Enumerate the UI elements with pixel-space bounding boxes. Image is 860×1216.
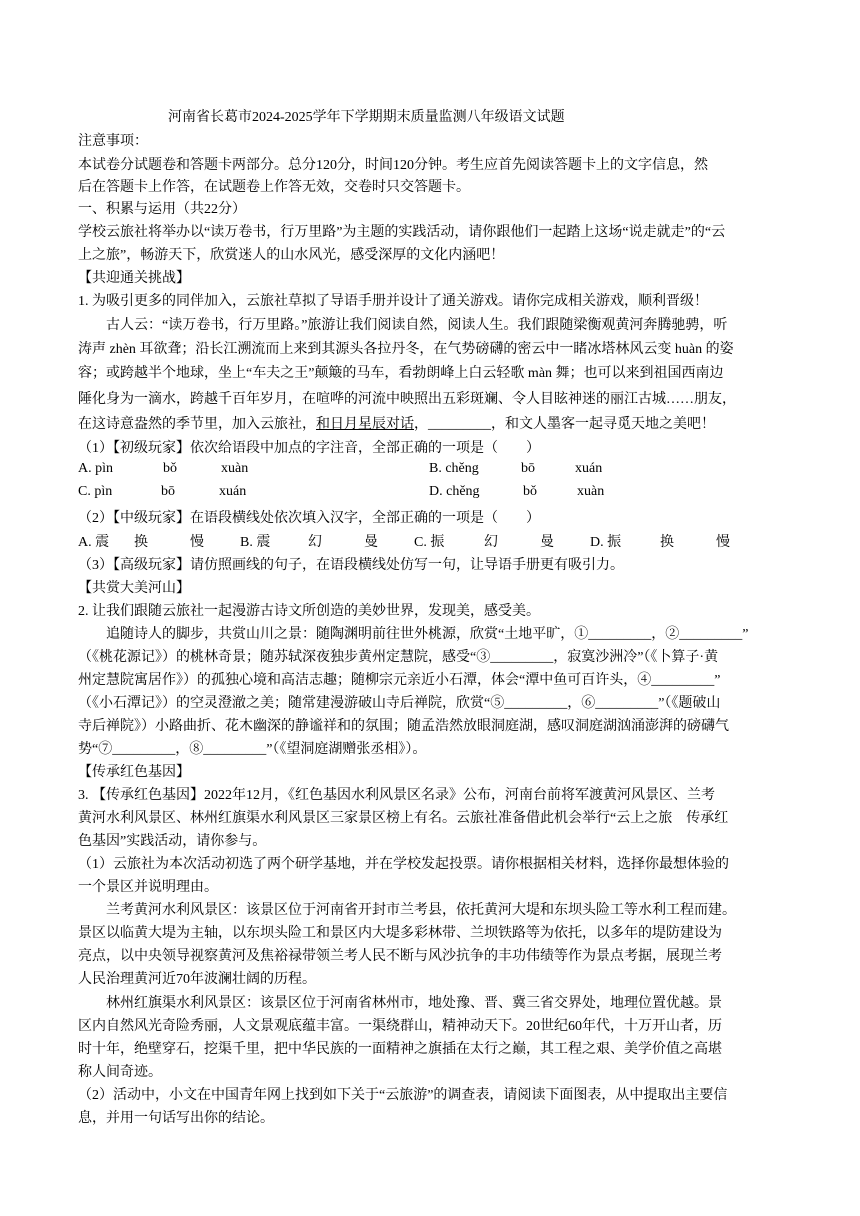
subsection-heading: 【共迎通关挑战】 <box>78 271 190 286</box>
option-d[interactable]: D. 振 <box>590 535 622 550</box>
question-1-2: （2）【中级玩家】在语段横线处依次填入汉字，全部正确的一项是（ ） <box>78 511 540 526</box>
passage-line: 涛声 zhèn 耳欲聋；沿长江溯流而上来到其源头各拉丹冬，在气势磅礴的密云中一睹冰塔林风云变 huàn 的姿 <box>78 342 734 357</box>
option-value: bō <box>161 484 175 499</box>
subsection-heading: 【共赏大美河山】 <box>78 581 190 596</box>
underlined-sentence: 和日月星辰对话 <box>316 417 414 432</box>
option-d[interactable]: D. chěng <box>429 484 480 499</box>
option-value: xuán <box>219 484 247 499</box>
passage-line: （《小石潭记》）的空灵澄澈之美；随常建漫游破山寺后禅院，欣赏“⑤_________，⑥_________”（《题破山 <box>78 696 721 711</box>
section-heading: 一、积累与运用（共22分） <box>78 202 246 217</box>
material-lankao: 兰考黄河水利风景区：该景区位于河南省开封市兰考县，依托黄河大堤和东坝头险工等水利工程而建。 <box>106 903 736 918</box>
option-value: 换 <box>660 535 674 550</box>
option-value: bǒ <box>163 461 177 476</box>
passage-line: 容；或跨越半个地球，坐上“车夫之王”颠簸的马车，看勃朗峰上白云轻歌 màn 舞；也可以来到祖国西南边 <box>78 366 724 381</box>
question-3-2: （2）活动中，小文在中国青年网上找到如下关于“云旅游”的调查表，请阅读下面图表，从中提取出主要信 <box>78 1088 728 1103</box>
question-3: 黄河水利风景区、林州红旗渠水利风景区三家景区榜上有名。云旅社准备借此机会举行“云上之旅 传承红 <box>78 811 729 826</box>
notice-line: 后在答题卡上作答，在试题卷上作答无效，交卷时只交答题卡。 <box>78 180 470 195</box>
option-value: xuàn <box>221 461 249 476</box>
option-b[interactable]: B. 震 <box>240 535 271 550</box>
material-linzhou: 称人间奇迹。 <box>78 1065 162 1080</box>
question-3: 3. 【传承红色基因】2022年12月，《红色基因水利风景区名录》公布，河南台前将军渡黄河风景区、兰考 <box>78 788 715 803</box>
passage-line <box>78 413 780 433</box>
option-c[interactable]: C. 振 <box>414 535 445 550</box>
option-value: 曼 <box>364 535 378 550</box>
question-2: 2. 让我们跟随云旅社一起漫游古诗文所创造的美妙世界，发现美，感受美。 <box>78 604 540 619</box>
option-value: 换 <box>134 535 148 550</box>
material-lankao: 景区以临黄大堤为主轴，以东坝头险工和景区内大堤多彩林带、兰坝铁路等为依托，以多年的堤防建设为 <box>78 926 722 941</box>
option-value: 幻 <box>484 535 498 550</box>
material-lankao: 人民治理黄河近70年波澜壮阔的历程。 <box>78 972 316 987</box>
option-value: bǒ <box>523 484 537 499</box>
passage-text: ，_________，和文人墨客一起寻觅天地之美吧！ <box>414 417 715 432</box>
option-value: xuán <box>575 461 603 476</box>
option-a[interactable]: A. 震 <box>78 535 110 550</box>
material-lankao: 亮点，以中央领导视察黄河及焦裕禄带领兰考人民不断与风沙抗争的丰功伟绩等作为景点考据，展现兰考 <box>78 949 722 964</box>
passage-line: 古人云：“读万卷书，行万里路。”旅游让我们阅读自然，阅读人生。我们跟随梁衡观黄河奔腾驰骋，听 <box>106 318 728 333</box>
passage-text: 在这诗意盎然的季节里，加入云旅社， <box>78 417 316 432</box>
question-3-1: 一个景区并说明理由。 <box>78 880 218 895</box>
option-value: 慢 <box>190 535 204 550</box>
passage-line: 追随诗人的脚步，共赏山川之景：随陶渊明前往世外桃源，欣赏“土地平旷，①_________，②_________” <box>106 627 749 642</box>
question-1: 1. 为吸引更多的同伴加入，云旅社草拟了导语手册并设计了通关游戏。请你完成相关游戏，顺利晋级！ <box>78 294 708 309</box>
passage-line: 州定慧院寓居作》）的孤独心境和高洁志趣；随柳宗元亲近小石潭，体会“潭中鱼可百许头，④_________” <box>78 673 721 688</box>
question-3-1: （1）云旅社为本次活动初选了两个研学基地，并在学校发起投票。请你根据相关材料，选择你最想体验的 <box>78 857 729 872</box>
option-value: 慢 <box>716 535 730 550</box>
question-1-1: （1）【初级玩家】依次给语段中加点的字注音，全部正确的一项是（ ） <box>78 441 540 456</box>
intro-line: 学校云旅社将举办以“读万卷书，行万里路”为主题的实践活动，请你跟他们一起踏上这场“说走就走”的“云 <box>78 225 726 240</box>
question-3: 色基因”实践活动，请你参与。 <box>78 834 267 849</box>
question-3-2: 息，并用一句话写出你的结论。 <box>78 1111 274 1126</box>
exam-title: 河南省长葛市2024-2025学年下学期期末质量监测八年级语文试题 <box>168 110 565 125</box>
question-1-3: （3）【高级玩家】请仿照画线的句子，在语段横线处仿写一句，让导语手册更有吸引力。 <box>78 558 624 573</box>
option-c[interactable]: C. pìn <box>78 484 113 499</box>
option-value: xuàn <box>577 484 605 499</box>
option-value: 幻 <box>308 535 322 550</box>
material-linzhou: 林州红旗渠水利风景区：该景区位于河南省林州市，地处豫、晋、冀三省交界处，地理位置优越。景 <box>106 996 722 1011</box>
passage-line: （《桃花源记》）的桃林奇景；随苏轼深夜独步黄州定慧院，感受“③_________，寂寞沙洲冷”（《卜算子·黄 <box>78 650 719 665</box>
passage-line: 寺后禅院》）小路曲折、花木幽深的静谧祥和的氛围；随孟浩然放眼洞庭湖，感叹洞庭湖汹涌澎湃的磅礴气 <box>78 719 729 734</box>
option-value: bō <box>521 461 535 476</box>
notice-heading: 注意事项： <box>78 134 148 149</box>
material-linzhou: 时十年，绝壁穿石，挖渠千里，把中华民族的一面精神之旗插在太行之巅，其工程之艰、美学价值之高堪 <box>78 1042 722 1057</box>
passage-line: 势“⑦_________，⑧_________”（《望洞庭湖赠张丞相》）。 <box>78 742 427 757</box>
passage-line: 陲化身为一滴水，跨越千百年岁月，在喧哗的河流中映照出五彩斑斓、令人目眩神迷的丽江古城……朋友， <box>78 392 736 407</box>
intro-line: 上之旅”，畅游天下，欣赏迷人的山水风光，感受深厚的文化内涵吧！ <box>78 248 505 263</box>
option-value: 曼 <box>540 535 554 550</box>
option-b[interactable]: B. chěng <box>429 461 479 476</box>
notice-line: 本试卷分试题卷和答题卡两部分。总分120分，时间120分钟。考生应首先阅读答题卡上的文字信息，然 <box>78 158 708 173</box>
subsection-heading: 【传承红色基因】 <box>78 765 190 780</box>
material-linzhou: 区内自然风光奇险秀丽，人文景观底蕴丰富。一渠绕群山，精神动天下。20世纪60年代，十万开山者，历 <box>78 1019 722 1034</box>
option-a[interactable]: A. pìn <box>78 461 113 476</box>
